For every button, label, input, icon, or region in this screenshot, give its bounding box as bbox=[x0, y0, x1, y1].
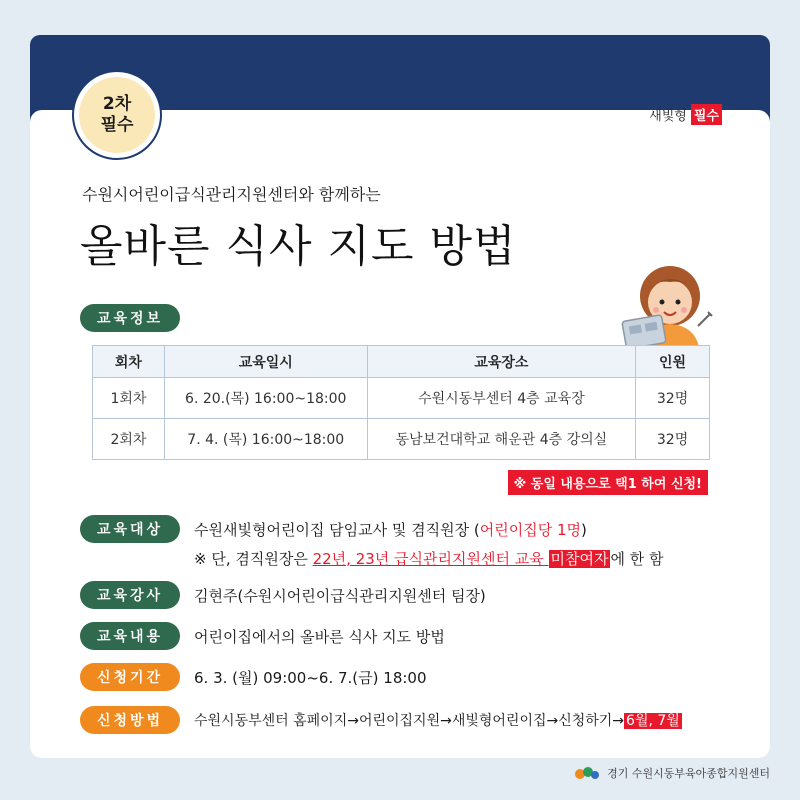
header-capacity: 인원 bbox=[636, 346, 710, 378]
target-label: 교육대상 bbox=[80, 515, 180, 543]
target-line2-highlight: 미참여자 bbox=[550, 550, 609, 568]
cell-capacity: 32명 bbox=[636, 378, 710, 419]
schedule-table bbox=[92, 345, 710, 460]
method-highlight: 6월, 7월 bbox=[626, 713, 680, 729]
cell-location: 수원시동부센터 4층 교육장 bbox=[367, 378, 635, 419]
page-title: 올바른 식사 지도 방법 bbox=[80, 221, 517, 272]
type-required-badge: 필수 bbox=[691, 104, 722, 125]
method-steps: 수원시동부센터 홈페이지→어린이집지원→새빛형어린이집→신청하기→ bbox=[194, 713, 625, 729]
method-text bbox=[194, 710, 682, 730]
instructor-text: 김현주(수원시어린이급식관리지원센터 팀장) bbox=[194, 587, 486, 605]
cell-location: 동남보건대학교 해운관 4층 강의실 bbox=[367, 419, 635, 460]
target-line2-prefix: ※ 단, 겸직원장은 bbox=[194, 550, 313, 568]
cell-datetime: 6. 20.(목) 16:00~18:00 bbox=[164, 378, 367, 419]
target-line2-suffix: 에 한 함 bbox=[610, 550, 664, 568]
target-line2-underline: 22년, 23년 급식관리지원센터 교육 bbox=[312, 550, 549, 568]
content-label: 교육내용 bbox=[80, 622, 180, 650]
badge-line1: 2차 bbox=[102, 93, 132, 114]
target-line1-main: 수원새빛형어린이집 담임교사 및 겸직원장 ( bbox=[194, 521, 480, 539]
table-row bbox=[93, 378, 710, 419]
target-line1 bbox=[194, 519, 587, 540]
cell-datetime: 7. 4. (목) 16:00~18:00 bbox=[164, 419, 367, 460]
notice-badge: ※ 동일 내용으로 택1 하여 신청! bbox=[508, 470, 708, 495]
target-line1-red: 어린이집당 1명 bbox=[479, 521, 582, 539]
cell-session: 1회차 bbox=[93, 378, 165, 419]
header-location: 교육장소 bbox=[367, 346, 635, 378]
subtitle: 수원시어린이급식관리지원센터와 함께하는 bbox=[82, 185, 381, 204]
round-badge-inner bbox=[79, 77, 155, 153]
table-row bbox=[93, 419, 710, 460]
type-label: 새빛형 bbox=[649, 109, 687, 124]
teacher-illustration-icon bbox=[618, 262, 714, 354]
method-label: 신청방법 bbox=[80, 706, 180, 734]
target-line2 bbox=[194, 548, 663, 569]
target-line1-end: ) bbox=[581, 521, 587, 539]
instructor-label: 교육강사 bbox=[80, 581, 180, 609]
content-text: 어린이집에서의 올바른 식사 지도 방법 bbox=[194, 628, 445, 646]
header-datetime: 교육일시 bbox=[164, 346, 367, 378]
type-tag bbox=[649, 104, 722, 125]
org-name: 경기 수원시동부육아종합지원센터 bbox=[607, 767, 770, 780]
period-text: 6. 3. (월) 09:00~6. 7.(금) 18:00 bbox=[194, 669, 427, 687]
header-session: 회차 bbox=[93, 346, 165, 378]
footer bbox=[573, 764, 770, 782]
period-label: 신청기간 bbox=[80, 663, 180, 691]
badge-line2: 필수 bbox=[100, 115, 134, 135]
round-badge bbox=[72, 70, 162, 160]
cell-session: 2회차 bbox=[93, 419, 165, 460]
edu-info-label: 교육정보 bbox=[80, 304, 180, 332]
cell-capacity: 32명 bbox=[636, 419, 710, 460]
table-header-row bbox=[93, 346, 710, 378]
org-logo-icon bbox=[573, 764, 601, 782]
